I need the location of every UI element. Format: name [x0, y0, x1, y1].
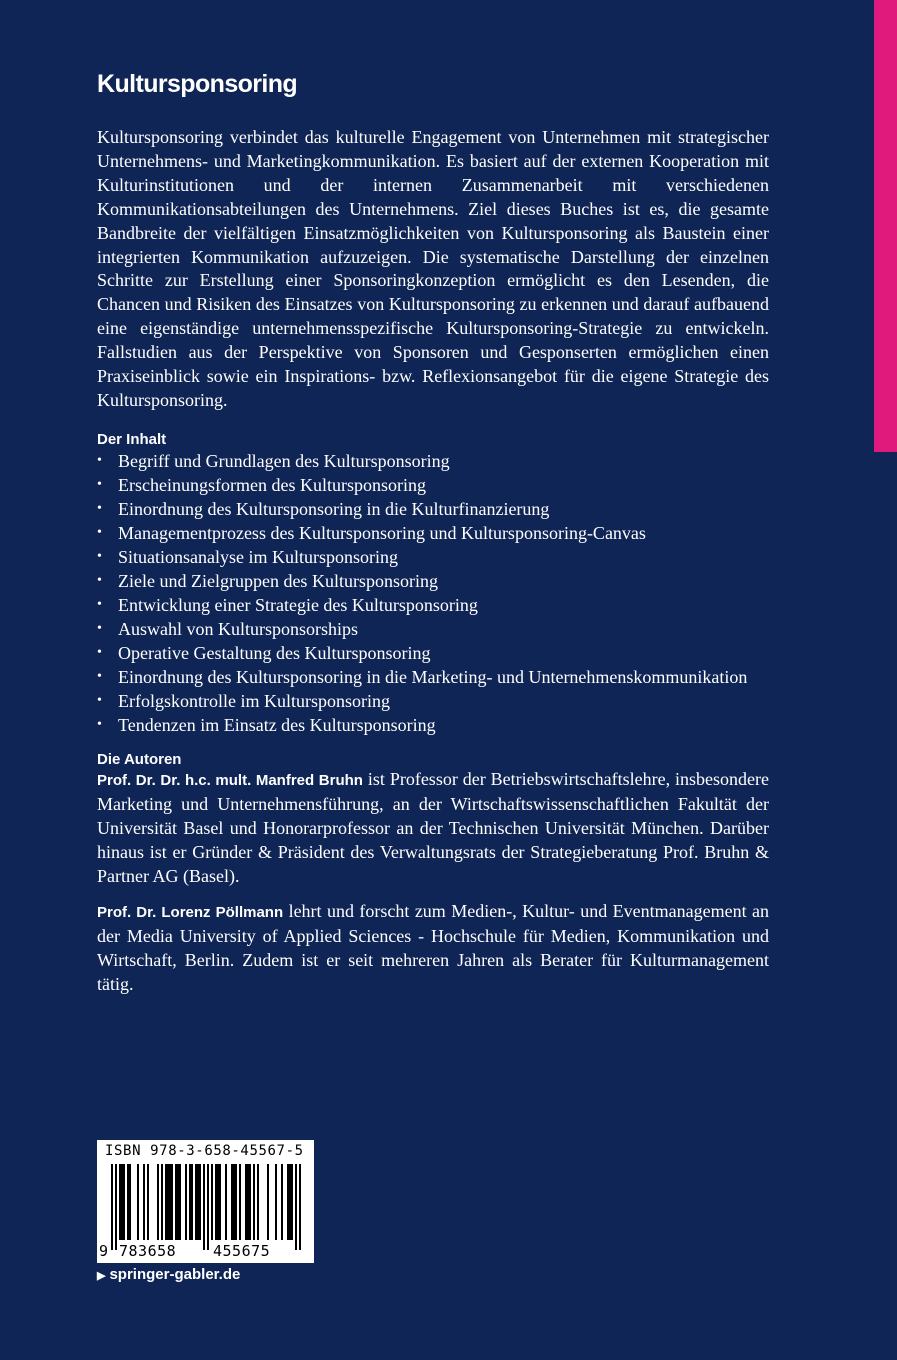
barcode-bar — [215, 1164, 217, 1240]
author-bio-text: ist Professor der Betriebswirtschaftslehre, insbesondere Marketing und Unternehmensführung, an der Wirtschaftswissenschaftlichen Fakultät der Universität Basel und Honorarprofessor an der Technischen Universität München. Darüber hinaus ist er Gründer & Präsident des Verwaltungsrats der Strategieberatung Prof. Bruhn & Partner AG (Basel). — [97, 768, 769, 886]
barcode-bar — [119, 1164, 121, 1240]
barcode-bar — [267, 1164, 269, 1240]
list-item: • Tendenzen im Einsatz des Kultursponsoring — [97, 713, 769, 737]
list-item: • Begriff und Grundlagen des Kultursponsoring — [97, 449, 769, 473]
list-item: • Einordnung des Kultursponsoring in die Kulturfinanzierung — [97, 497, 769, 521]
barcode-bar — [281, 1164, 283, 1240]
intro-text: Kultursponsoring verbindet das kulturelle Engagement von Unternehmen mit strategischer Unternehmens- und Marketingkommunikation. Es basiert auf der externen Kooperation mit Kulturinstitutionen und der internen Zusammenarbeit mit verschiedenen Kommunikationsabteilungen des Unternehmens. Ziel dieses Buches ist es, die gesamte Bandbreite der vielfältigen Einsatzmöglichkeiten von Kultursponsoring als Baustein einer integrierten Kommunikation aufzuzeigen. Die systematische Darstellung der einzelnen Schritte zur Erstellung einer Sponsoringkonzeption ermöglicht es den Lesenden, die Chancen und Risiken des Einsatzes von Kultursponsoring zu erkennen und darauf aufbauend eine eigenständige unternehmensspezifische Kultursponsoring-Strategie zu entwickeln. Fallstudien aus der Perspektive von Sponsoren und Gesponserten ermöglichen einen Praxiseinblick sowie ein Inspirations- bzw. Reflexionsangebot für die eigene Strategie des Kultursponsoring. — [97, 127, 769, 410]
barcode-bar — [115, 1164, 117, 1250]
list-item: • Entwicklung einer Strategie des Kultursponsoring — [97, 593, 769, 617]
barcode-bar — [197, 1164, 199, 1240]
list-item: • Managementprozess des Kultursponsoring und Kultursponsoring-Canvas — [97, 521, 769, 545]
barcode-bar — [211, 1164, 213, 1240]
barcode-bar — [253, 1164, 255, 1240]
barcode-bar — [195, 1164, 197, 1240]
contents-list — [97, 449, 769, 737]
list-item: • Erscheinungsformen des Kultursponsoring — [97, 473, 769, 497]
list-item: • Auswahl von Kultursponsorships — [97, 617, 769, 641]
barcode-bar — [177, 1164, 179, 1240]
ean-first-digit: 9 — [99, 1242, 109, 1260]
barcode-bar — [167, 1164, 169, 1240]
list-item: • Einordnung des Kultursponsoring in die Marketing- und Unternehmenskommunikation — [97, 665, 769, 689]
list-item: • Ziele und Zielgruppen des Kultursponsoring — [97, 569, 769, 593]
barcode-bar — [127, 1164, 129, 1240]
barcode-bar — [111, 1164, 113, 1250]
barcode-bar — [217, 1164, 219, 1240]
barcode-bar — [129, 1164, 131, 1240]
barcode-bar — [207, 1164, 209, 1250]
author-bio-text: lehrt und forscht zum Medien-, Kultur- und Eventmanagement an der Media University of Applied Sciences - Hochschule für Medien, Kommunikation und Wirtschaft, Berlin. Zudem ist er seit mehreren Jahren als Berater für Kulturmanagement tätig. — [97, 901, 769, 995]
barcode-bar — [233, 1164, 235, 1240]
publisher-link[interactable] — [97, 1266, 240, 1283]
barcode-bar — [137, 1164, 139, 1240]
book-title: Kultursponsoring — [97, 70, 298, 98]
barcode-bar — [179, 1164, 181, 1240]
list-item: • Erfolgskontrolle im Kultursponsoring — [97, 689, 769, 713]
barcode-bar — [171, 1164, 173, 1240]
barcode-bar — [257, 1164, 259, 1240]
accent-bar — [874, 0, 897, 452]
barcode-bar — [143, 1164, 145, 1240]
barcode-bar — [275, 1164, 277, 1240]
author-bio — [97, 900, 769, 997]
barcode-bar — [249, 1164, 251, 1240]
barcode-bar — [299, 1164, 301, 1250]
barcode-bar — [291, 1164, 293, 1240]
barcode-bar — [121, 1164, 123, 1240]
barcode-bar — [235, 1164, 237, 1240]
barcode-bar — [169, 1164, 171, 1240]
barcode-bar — [203, 1164, 205, 1250]
barcode-bar — [165, 1164, 167, 1240]
barcode-bar — [189, 1164, 191, 1240]
barcode-bar — [287, 1164, 289, 1240]
barcode-bar — [245, 1164, 247, 1240]
isbn-label: ISBN 978-3-658-45567-5 — [105, 1143, 304, 1159]
barcode-bar — [289, 1164, 291, 1240]
publisher-url: springer-gabler.de — [109, 1266, 241, 1283]
author-bio — [97, 768, 769, 889]
barcode-bars — [111, 1164, 301, 1250]
barcode-bar — [161, 1164, 163, 1240]
author-name: Prof. Dr. Dr. h.c. mult. Manfred Bruhn — [97, 771, 363, 789]
barcode-bar — [239, 1164, 241, 1240]
authors-heading: Die Autoren — [97, 750, 182, 768]
barcode-bar — [231, 1164, 233, 1240]
barcode-bar — [123, 1164, 125, 1240]
barcode-bar — [219, 1164, 221, 1240]
isbn-barcode — [97, 1140, 314, 1263]
barcode-bar — [247, 1164, 249, 1240]
list-item: • Situationsanalyse im Kultursponsoring — [97, 545, 769, 569]
barcode-bar — [199, 1164, 201, 1240]
barcode-bar — [157, 1164, 159, 1240]
barcode-bar — [175, 1164, 177, 1240]
author-name: Prof. Dr. Lorenz Pöllmann — [97, 904, 284, 922]
barcode-bar — [191, 1164, 193, 1240]
barcode-bar — [147, 1164, 149, 1240]
ean-right-group: 455675 — [213, 1242, 271, 1260]
list-item: • Operative Gestaltung des Kultursponsoring — [97, 641, 769, 665]
ean-left-group: 783658 — [119, 1242, 177, 1260]
barcode-bar — [225, 1164, 227, 1240]
barcode-bar — [295, 1164, 297, 1250]
back-cover-content — [97, 126, 769, 997]
contents-heading: Der Inhalt — [97, 430, 167, 448]
barcode-bar — [185, 1164, 187, 1240]
arrow-right-icon: ▶ — [97, 1270, 106, 1282]
